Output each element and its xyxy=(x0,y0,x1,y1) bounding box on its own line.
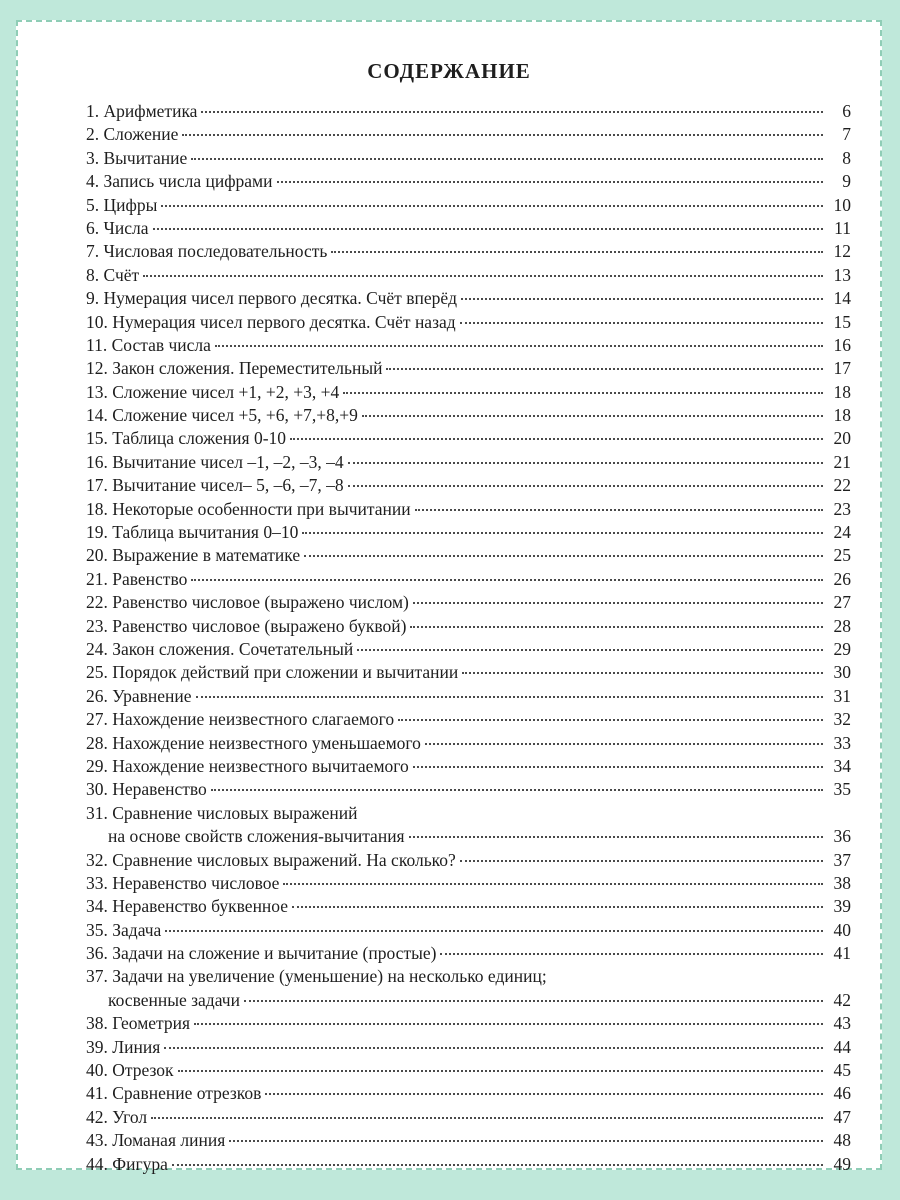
toc-page-number: 7 xyxy=(842,124,851,145)
toc-entry xyxy=(86,638,851,661)
toc-page-number: 23 xyxy=(833,498,851,519)
toc-entry-title: 13. Сложение чисел +1, +2, +3, +4 xyxy=(86,381,340,402)
toc-entry-title: на основе свойств сложения-вычитания xyxy=(108,826,405,847)
toc-page-number: 13 xyxy=(833,264,851,285)
toc-entry xyxy=(86,194,851,217)
toc-page-number: 38 xyxy=(833,872,851,893)
toc-page-number: 20 xyxy=(833,428,851,449)
toc-page-number: 17 xyxy=(833,358,851,379)
toc-entry xyxy=(86,568,851,591)
toc-entry-title: 40. Отрезок xyxy=(86,1060,174,1081)
dot-leader xyxy=(211,789,823,791)
dot-leader xyxy=(194,1023,823,1025)
toc-entry xyxy=(86,849,851,872)
toc-entry-title: 29. Нахождение неизвестного вычитаемого xyxy=(86,755,409,776)
toc-entry-line xyxy=(86,895,851,918)
toc-entry xyxy=(86,427,851,450)
toc-page-number: 18 xyxy=(833,381,851,402)
toc-entry-title: 36. Задачи на сложение и вычитание (простые) xyxy=(86,943,437,964)
toc-entry xyxy=(86,334,851,357)
toc-entry-title: 26. Уравнение xyxy=(86,685,192,706)
toc-page-number: 24 xyxy=(833,522,851,543)
dot-leader xyxy=(415,509,823,511)
toc-entry-line xyxy=(86,404,851,427)
dot-leader xyxy=(201,111,823,113)
toc-entry-line xyxy=(86,591,851,614)
toc-entry xyxy=(86,474,851,497)
toc-entry-title: 11. Состав числа xyxy=(86,334,211,355)
toc-entry-title: 38. Геометрия xyxy=(86,1013,191,1034)
dot-leader xyxy=(461,298,823,300)
dot-leader xyxy=(229,1140,823,1142)
toc-entry-line xyxy=(86,217,851,240)
toc-entry xyxy=(86,755,851,778)
toc-entry xyxy=(86,1059,851,1082)
toc-entry xyxy=(86,123,851,146)
toc-entry xyxy=(86,919,851,942)
toc-entry-title: 41. Сравнение отрезков xyxy=(86,1083,262,1104)
toc-entry-line xyxy=(86,849,851,872)
toc-entry-line xyxy=(86,708,851,731)
toc-page-number: 43 xyxy=(833,1013,851,1034)
toc-page-number: 6 xyxy=(842,101,851,121)
toc-page-number: 47 xyxy=(833,1106,851,1127)
toc-entry-title: 18. Некоторые особенности при вычитании xyxy=(86,498,411,519)
dot-leader xyxy=(182,134,823,136)
toc-entry xyxy=(86,100,851,123)
toc-page-number: 27 xyxy=(833,592,851,613)
toc-entry xyxy=(86,170,851,193)
toc-entry-line xyxy=(86,498,851,521)
toc-entry-title: 28. Нахождение неизвестного уменьшаемого xyxy=(86,732,421,753)
toc-page-number: 29 xyxy=(833,638,851,659)
toc-entry-line xyxy=(86,240,851,263)
toc-entry-line xyxy=(86,451,851,474)
toc-entry-title: 10. Нумерация чисел первого десятка. Счёт назад xyxy=(86,311,456,332)
toc-entry-title: 19. Таблица вычитания 0–10 xyxy=(86,522,299,543)
dot-leader xyxy=(165,930,823,932)
toc-entry-line xyxy=(86,825,851,848)
toc-page-number: 45 xyxy=(833,1060,851,1081)
toc-entry xyxy=(86,802,851,849)
toc-entry-title: 12. Закон сложения. Переместительный xyxy=(86,358,383,379)
toc-entry xyxy=(86,895,851,918)
toc-entry-title: 20. Выражение в математике xyxy=(86,545,301,566)
toc-entry-title: 32. Сравнение числовых выражений. На сколько? xyxy=(86,849,456,870)
toc-entry-line xyxy=(86,732,851,755)
toc-page-number: 18 xyxy=(833,405,851,426)
toc-entry xyxy=(86,381,851,404)
dot-leader xyxy=(413,766,823,768)
toc-page-number: 33 xyxy=(833,732,851,753)
toc-entry xyxy=(86,1129,851,1152)
dot-leader xyxy=(151,1117,823,1119)
toc-entry-line xyxy=(86,919,851,942)
toc-page-number: 28 xyxy=(833,615,851,636)
dot-leader xyxy=(410,626,823,628)
dot-leader xyxy=(343,392,823,394)
toc-entry-title: 14. Сложение чисел +5, +6, +7,+8,+9 xyxy=(86,405,358,426)
toc-page-number: 21 xyxy=(833,451,851,472)
dot-leader xyxy=(283,883,823,885)
toc-page-number: 41 xyxy=(833,943,851,964)
table-of-contents xyxy=(86,100,851,1176)
toc-entry xyxy=(86,240,851,263)
toc-entry-title: 17. Вычитание чисел– 5, –6, –7, –8 xyxy=(86,475,344,496)
dot-leader xyxy=(362,415,823,417)
toc-entry-title: 33. Неравенство числовое xyxy=(86,872,280,893)
toc-entry-title: 43. Ломаная линия xyxy=(86,1130,226,1151)
dot-leader xyxy=(164,1047,823,1049)
toc-entry xyxy=(86,498,851,521)
toc-entry-line xyxy=(86,755,851,778)
toc-entry xyxy=(86,778,851,801)
toc-entry-line xyxy=(86,1129,851,1152)
dot-leader xyxy=(191,579,823,581)
toc-entry-title: 21. Равенство xyxy=(86,568,188,589)
toc-page-number: 15 xyxy=(833,311,851,332)
toc-entry-line xyxy=(86,1082,851,1105)
toc-entry-line xyxy=(86,615,851,638)
toc-page-number: 40 xyxy=(833,919,851,940)
toc-entry xyxy=(86,287,851,310)
toc-page-number: 31 xyxy=(833,685,851,706)
toc-entry-line xyxy=(86,311,851,334)
toc-entry xyxy=(86,404,851,427)
toc-entry xyxy=(86,965,851,1012)
dot-leader xyxy=(172,1164,823,1166)
toc-entry xyxy=(86,1036,851,1059)
toc-page-number: 9 xyxy=(842,171,851,192)
toc-entry-title: 15. Таблица сложения 0-10 xyxy=(86,428,287,449)
toc-entry-line xyxy=(86,381,851,404)
toc-entry-line xyxy=(86,942,851,965)
toc-entry-line xyxy=(86,427,851,450)
dot-leader xyxy=(178,1070,823,1072)
toc-entry xyxy=(86,264,851,287)
toc-entry-line xyxy=(86,521,851,544)
toc-entry-title: 23. Равенство числовое (выражено буквой) xyxy=(86,615,407,636)
toc-page-number: 39 xyxy=(833,896,851,917)
toc-entry-title: 35. Задача xyxy=(86,919,162,940)
toc-entry xyxy=(86,217,851,240)
toc-entry-line xyxy=(86,1153,851,1176)
toc-entry xyxy=(86,591,851,614)
toc-entry xyxy=(86,685,851,708)
toc-entry xyxy=(86,357,851,380)
toc-entry xyxy=(86,942,851,965)
toc-page-number: 25 xyxy=(833,545,851,566)
toc-entry-line xyxy=(86,638,851,661)
toc-entry-title: 3. Вычитание xyxy=(86,147,188,168)
toc-entry-line xyxy=(86,872,851,895)
toc-entry-title: 42. Угол xyxy=(86,1106,148,1127)
toc-entry xyxy=(86,1082,851,1105)
toc-entry xyxy=(86,1106,851,1129)
toc-page-number: 10 xyxy=(833,194,851,215)
toc-entry-title: 16. Вычитание чисел –1, –2, –3, –4 xyxy=(86,451,344,472)
toc-entry xyxy=(86,615,851,638)
toc-entry-title: 1. Арифметика xyxy=(86,101,198,121)
dot-leader xyxy=(348,485,823,487)
dot-leader xyxy=(196,696,823,698)
dot-leader xyxy=(153,228,823,230)
toc-entry-line xyxy=(86,989,851,1012)
toc-entry xyxy=(86,147,851,170)
toc-entry xyxy=(86,661,851,684)
dot-leader xyxy=(398,719,823,721)
toc-entry-title: 39. Линия xyxy=(86,1036,161,1057)
toc-page-number: 12 xyxy=(833,241,851,262)
toc-entry-title: 22. Равенство числовое (выражено числом) xyxy=(86,592,409,613)
toc-entry xyxy=(86,708,851,731)
toc-entry-title-line: 37. Задачи на увеличение (уменьшение) на несколько единиц; xyxy=(86,966,547,987)
toc-page-number: 22 xyxy=(833,475,851,496)
toc-entry xyxy=(86,544,851,567)
toc-entry-line xyxy=(86,568,851,591)
toc-entry-line xyxy=(86,1059,851,1082)
dot-leader xyxy=(277,181,824,183)
toc-entry-title: 25. Порядок действий при сложении и вычитании xyxy=(86,662,459,683)
toc-entry-line xyxy=(86,661,851,684)
toc-entry-title: 27. Нахождение неизвестного слагаемого xyxy=(86,709,395,730)
toc-page-number: 36 xyxy=(833,826,851,847)
toc-entry-line xyxy=(86,778,851,801)
dot-leader xyxy=(413,602,823,604)
toc-entry-line xyxy=(86,147,851,170)
toc-entry-title: 9. Нумерация чисел первого десятка. Счёт вперёд xyxy=(86,288,458,309)
toc-entry-title: 34. Неравенство буквенное xyxy=(86,896,289,917)
dot-leader xyxy=(292,906,823,908)
toc-entry-title: косвенные задачи xyxy=(108,989,240,1010)
toc-page-number: 42 xyxy=(833,989,851,1010)
toc-entry xyxy=(86,1012,851,1035)
toc-entry-title: 24. Закон сложения. Сочетательный xyxy=(86,638,354,659)
dot-leader xyxy=(244,1000,823,1002)
dot-leader xyxy=(409,836,823,838)
dot-leader xyxy=(425,743,823,745)
dot-leader xyxy=(460,860,823,862)
toc-page-number: 35 xyxy=(833,779,851,800)
toc-entry-line xyxy=(86,287,851,310)
toc-entry-title: 8. Счёт xyxy=(86,264,140,285)
toc-page-number: 14 xyxy=(833,288,851,309)
toc-entry-line xyxy=(86,1106,851,1129)
dot-leader xyxy=(290,438,823,440)
dot-leader xyxy=(386,368,823,370)
dot-leader xyxy=(462,672,823,674)
dot-leader xyxy=(191,158,823,160)
toc-entry xyxy=(86,451,851,474)
toc-entry-line xyxy=(86,1036,851,1059)
dot-leader xyxy=(440,953,823,955)
dot-leader xyxy=(143,275,823,277)
toc-entry-title: 4. Запись числа цифрами xyxy=(86,171,273,192)
toc-entry-line xyxy=(86,170,851,193)
dot-leader xyxy=(304,555,823,557)
toc-page-number: 46 xyxy=(833,1083,851,1104)
toc-entry-title: 5. Цифры xyxy=(86,194,158,215)
toc-entry-line xyxy=(86,1012,851,1035)
dot-leader xyxy=(348,462,823,464)
toc-entry-title: 7. Числовая последовательность xyxy=(86,241,328,262)
toc-page-number: 32 xyxy=(833,709,851,730)
dot-leader xyxy=(302,532,823,534)
toc-entry xyxy=(86,1153,851,1176)
toc-entry-title: 30. Неравенство xyxy=(86,779,207,800)
toc-entry-title: 2. Сложение xyxy=(86,124,179,145)
dot-leader xyxy=(161,205,823,207)
dot-leader xyxy=(357,649,823,651)
toc-page-number: 34 xyxy=(833,755,851,776)
toc-entry-line xyxy=(86,685,851,708)
toc-entry-line xyxy=(86,264,851,287)
toc-entry-line xyxy=(86,194,851,217)
dot-leader xyxy=(331,251,823,253)
dot-leader xyxy=(265,1093,823,1095)
toc-entry xyxy=(86,521,851,544)
toc-page-number: 26 xyxy=(833,568,851,589)
dot-leader xyxy=(460,322,823,324)
toc-page-number: 30 xyxy=(833,662,851,683)
toc-entry-line xyxy=(86,100,851,123)
toc-page-number: 48 xyxy=(833,1130,851,1151)
toc-entry-title: 44. Фигура xyxy=(86,1153,168,1174)
page-title: СОДЕРЖАНИЕ xyxy=(367,59,531,83)
toc-entry-title-line: 31. Сравнение числовых выражений xyxy=(86,802,358,823)
page-frame xyxy=(16,20,882,1174)
toc-entry xyxy=(86,732,851,755)
toc-entry xyxy=(86,311,851,334)
toc-entry-line xyxy=(86,123,851,146)
toc-page-number: 44 xyxy=(833,1036,851,1057)
toc-entry-title: 6. Числа xyxy=(86,217,149,238)
toc-entry-line xyxy=(86,334,851,357)
toc-page-number: 37 xyxy=(833,849,851,870)
toc-entry-line xyxy=(86,357,851,380)
toc-entry-line xyxy=(86,474,851,497)
toc-page-number: 49 xyxy=(833,1153,851,1174)
toc-page-number: 16 xyxy=(833,334,851,355)
toc-page-number: 11 xyxy=(834,217,851,238)
toc-page-number: 8 xyxy=(842,147,851,168)
dot-leader xyxy=(215,345,823,347)
toc-entry xyxy=(86,872,851,895)
toc-entry-line xyxy=(86,544,851,567)
